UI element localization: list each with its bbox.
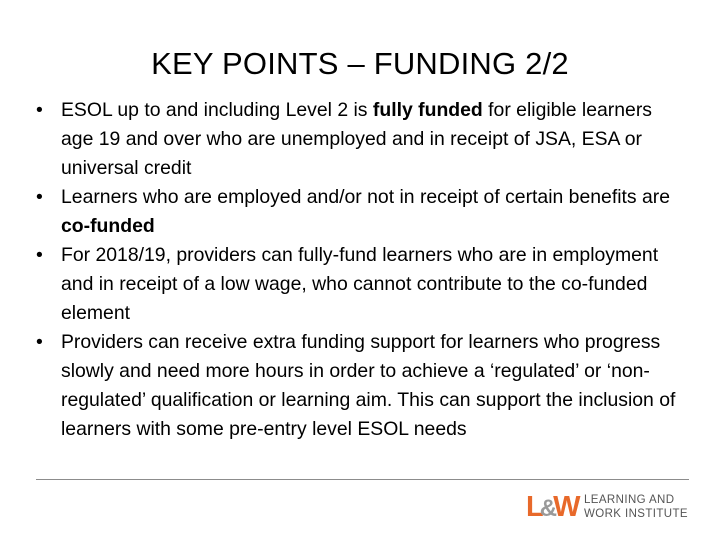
- footer-divider: [36, 479, 689, 480]
- bullet-icon: •: [36, 244, 43, 266]
- bullet-emphasis: fully funded: [372, 99, 483, 121]
- learning-and-work-institute-logo: [526, 490, 696, 526]
- bullet-text: Providers can receive extra funding support for learners who progress slowly and need more hours in order to achieve a ‘regulated’ or ‘non-regulated’ qualification or learning aim. This can support the inclusion of learners with some pre-entry level ESOL needs: [61, 331, 676, 440]
- bullet-list: [36, 96, 684, 444]
- bullet-item: [36, 328, 684, 444]
- bullet-text: for eligible learners age 19 and over who are unemployed and in receipt of JSA, ESA or universal credit: [61, 99, 652, 179]
- logo-line-2: WORK INSTITUTE: [584, 508, 688, 520]
- slide-title: KEY POINTS – FUNDING 2/2: [151, 46, 569, 81]
- bullet-icon: •: [36, 331, 43, 353]
- bullet-icon: •: [36, 186, 43, 208]
- logo-mark-ampersand: &: [539, 495, 557, 522]
- bullet-item: [36, 241, 684, 328]
- bullet-item: [36, 96, 684, 183]
- bullet-icon: •: [36, 99, 43, 121]
- bullet-text: Learners who are employed and/or not in receipt of certain benefits are: [61, 186, 671, 208]
- logo-wordmark: [584, 493, 688, 521]
- logo-mark-w: W: [553, 491, 580, 523]
- bullet-text: ESOL up to and including Level 2 is: [61, 99, 373, 121]
- bullet-item: [36, 183, 684, 241]
- logo-mark-icon: [526, 490, 582, 524]
- bullet-emphasis: co-funded: [61, 215, 155, 237]
- bullet-text: For 2018/19, providers can fully-fund learners who are in employment and in receipt of a low wage, who cannot contribute to the co-funded element: [61, 244, 659, 324]
- logo-mark-l: L: [526, 491, 543, 523]
- logo-line-1: LEARNING AND: [584, 494, 675, 506]
